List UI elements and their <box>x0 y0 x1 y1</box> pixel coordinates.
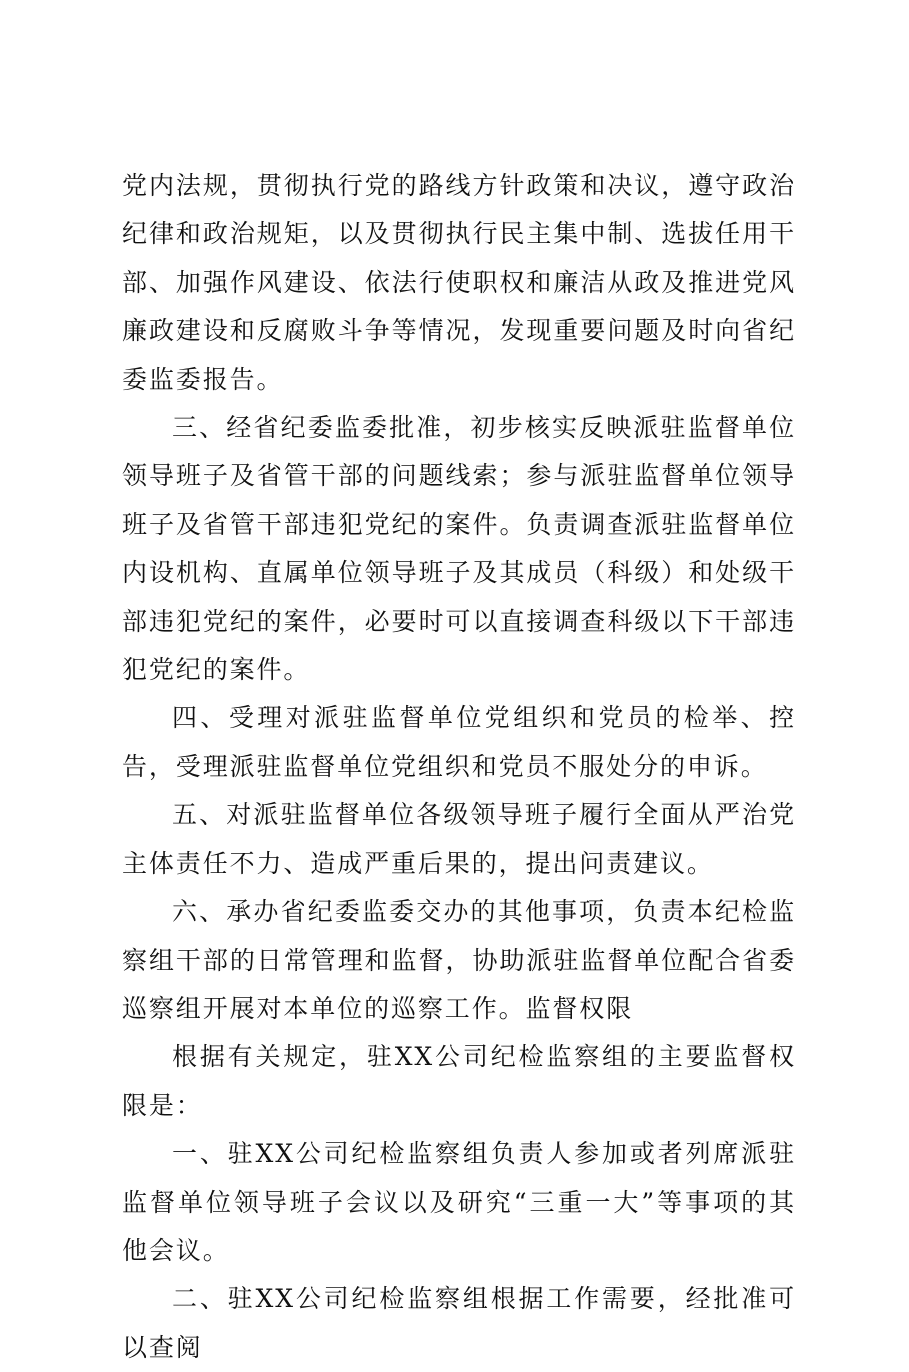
paragraph-item-four: 四、受理对派驻监督单位党组织和党员的检举、控告，受理派驻监督单位党组织和党员不服处分的申诉。 <box>122 703 796 781</box>
paragraph-authority-two: 二、驻XX公司纪检监察组根据工作需要，经批准可以查阅 <box>122 1284 796 1362</box>
document-body <box>122 162 796 1372</box>
paragraph-authority-one: 一、驻XX公司纪检监察组负责人参加或者列席派驻监督单位领导班子会议以及研究“三重一大”等事项的其他会议。 <box>122 1139 796 1265</box>
paragraph-item-five: 五、对派驻监督单位各级领导班子履行全面从严治党主体责任不力、造成严重后果的，提出问责建议。 <box>122 800 796 878</box>
paragraph-continued: 党内法规，贯彻执行党的路线方针政策和决议，遵守政治纪律和政治规矩，以及贯彻执行民主集中制、选拔任用干部、加强作风建设、依法行使职权和廉洁从政及推进党风廉政建设和反腐败斗争等情况，发现重要问题及时向省纪委监委报告。 <box>122 171 796 394</box>
paragraph-authority-intro: 根据有关规定，驻XX公司纪检监察组的主要监督权限是： <box>122 1042 796 1120</box>
paragraph-item-six: 六、承办省纪委监委交办的其他事项，负责本纪检监察组干部的日常管理和监督，协助派驻监督单位配合省委巡察组开展对本单位的巡察工作。监督权限 <box>122 897 796 1023</box>
paragraph-item-three: 三、经省纪委监委批准，初步核实反映派驻监督单位领导班子及省管干部的问题线索；参与派驻监督单位领导班子及省管干部违犯党纪的案件。负责调查派驻监督单位内设机构、直属单位领导班子及其成员（科级）和处级干部违犯党纪的案件，必要时可以直接调查科级以下干部违犯党纪的案件。 <box>122 413 796 685</box>
